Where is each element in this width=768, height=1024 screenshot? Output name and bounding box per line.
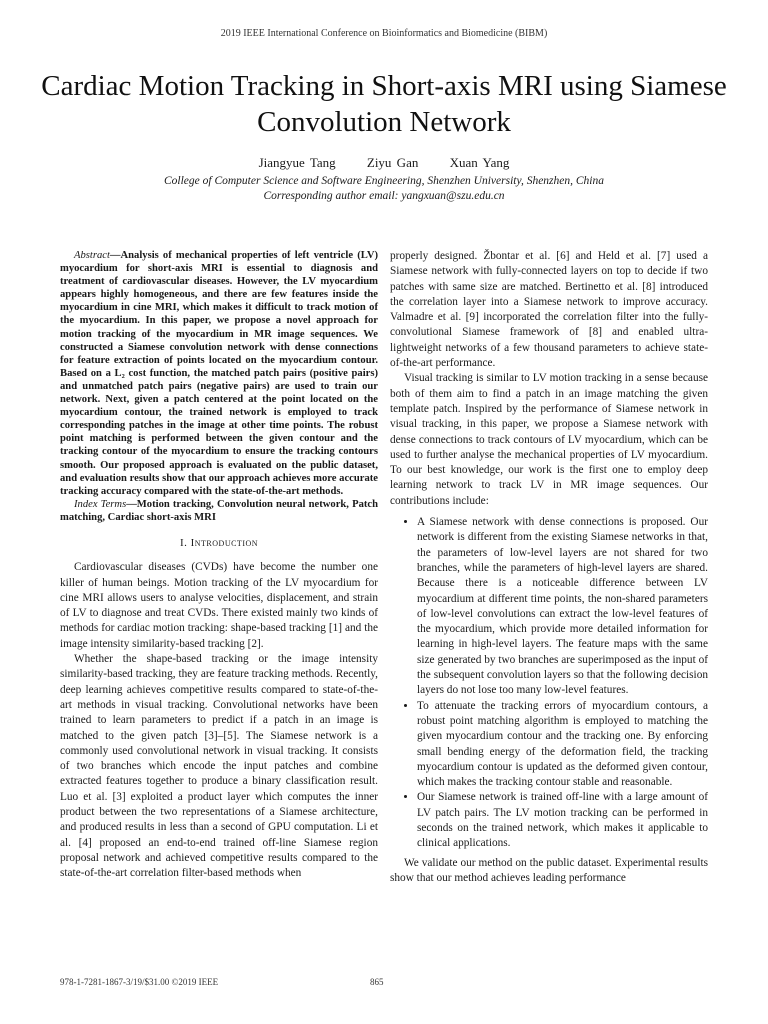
corresponding-email: Corresponding author email: yangxuan@szu.edu.cn	[263, 190, 505, 202]
author-name: Jiangyue Tang	[258, 155, 336, 170]
paper-title: Cardiac Motion Tracking in Short-axis MRI using Siamese Convolution Network	[41, 70, 727, 138]
author-name: Xuan Yang	[449, 155, 510, 170]
left-column	[60, 249, 378, 882]
paragraph: Visual tracking is similar to LV motion tracking in a sense because both of them aim to find a patch in an image matching the given template patch. Inspired by the performance of Siamese network in visual tracking, in this paper, we propose a Siamese network with dense connections to track contours of LV myocardium, which can be used to further analyse the mechanical properties of LV myocardium. To our best knowledge, our work is the first one to employ deep learning network to track LV in MR image sequences. Our contributions include:	[390, 372, 708, 507]
affiliation: College of Computer Science and Software Engineering, Shenzhen University, Shenzhen, China	[163, 175, 604, 187]
contribution-item: • To attenuate the tracking errors of myocardium contours, a robust point matching algorithm is employed to matching the given myocardium contour and the tracking one. By enforcing small bending energy of the deformation field, the tracking myocardium contour is updated as the deformed given contour, which makes the tracking contour stable and reasonable.	[417, 699, 708, 791]
paragraph: Cardiovascular diseases (CVDs) have become the number one killer of human beings. Motion tracking of the LV myocardium for cine MRI allows users to analyse velocities, displacement, and strain of LV to diagnose and treat CVDs. There existed mainly two kinds of methods for cardiac motion tracking: shape-based tracking [1] and the image intensity similarity-based tracking [2].	[60, 561, 378, 650]
index-terms-lead: Index Terms	[74, 498, 127, 510]
author-list	[0, 155, 768, 171]
section-heading: I. Introduction	[179, 536, 259, 549]
abstract	[60, 249, 378, 498]
abstract-lead: Abstract	[74, 250, 110, 261]
paragraph: We validate our method on the public dataset. Experimental results show that our method achieves leading performance	[390, 856, 708, 884]
contribution-list	[390, 515, 708, 852]
index-terms	[60, 498, 378, 524]
index-terms-text: —Motion tracking, Convolution neural network, Patch matching, Cardiac short-axis MRI	[60, 498, 378, 523]
page-number: 865	[370, 977, 384, 987]
footer-isbn: 978-1-7281-1867-3/19/$31.00 ©2019 IEEE	[60, 977, 219, 987]
contribution-item: • A Siamese network with dense connections is proposed. Our network is different from the existing Siamese networks in that, the parameters of low-level layers are not shared for two branches, while the parameters of high-level layers are shared. Because there is a noticeable difference between LV myocardium at different time points, the non-shared parameters of low-level convolutions can extract the low-level features of the myocardium, which provide more detailed information for learning in high-level layers. The feature maps with the same size generated by two branches are superimposed as the input of the subsequent convolution layers so that the following decision layers do not lose too many low-level features.	[417, 515, 708, 699]
paragraph: properly designed. Žbontar et al. [6] and Held et al. [7] used a Siamese network with fully-connected layers on top to decide if two patches with same size are matched. Bertinetto et al. [8] introduced the correlation layer into a Siamese network to improve accuracy. Valmadre et al. [9] incorporated the correlation filter into the fully-convolutional Siamese framework of [8] and enabled ultra-lightweight networks of a few thousand parameters to achieve state-of-the-art performance.	[390, 250, 708, 370]
affiliation-block	[0, 174, 768, 204]
abstract-text: —Analysis of mechanical properties of left ventricle (LV) myocardium for short-axis MRI is essential to diagnosis and treatment of cardiovascular diseases. However, the LV myocardium appears highly homogeneous, and there are few features inside the myocardium in cine MRI, which makes it difficult to track motion of the myocardium. In this paper, we propose a novel approach for motion tracking of the myocardium in MR image sequences. We constructed a Siamese convolution network with dense connections for feature extraction of points located on the myocardium contour. Based on a L₂ cost function, the matched patch pairs (positive pairs) and unmatched patch pairs (negative pairs) are used to train our network. Next, given a patch centered at the point located on the myocardium contour, the trained network is employed to track corresponding patches in the image at other time points. The robust point matching is performed between the given contour and the tracking contour of the myocardium to ensure the tracking contours smooth. Our proposed approach is evaluated on the public dataset, and evaluation results show that our approach achieves more accurate tracking accuracy compared with the state-of-the-art methods.	[60, 250, 378, 497]
paragraph: Whether the shape-based tracking or the image intensity similarity-based tracking, they are feature tracking methods. Recently, deep learning achieves competitive results compared to state-of-the-art methods in visual tracking. Convolutional networks have been trained to learn parameters to predict if a patch in an image is matched to the given patch [3]–[5]. The Siamese network is a commonly used convolutional network in visual tracking. It consists of two branches which encode the input patches and combine extracted features together to produce a binary classification result. Luo et al. [3] exploited a product layer which computes the inner product between the two representations of a Siamese architecture, and produced results in less than a second of GPU computation. Li et al. [4] proposed an end-to-end trained off-line Siamese region proposal network and achieved competitive results compared to the state-of-the-art correlation filter-based methods when	[60, 653, 378, 880]
contribution-item: • Our Siamese network is trained off-line with a large amount of LV patch pairs. The LV motion tracking can be performed in seconds on the trained network, which makes it applicable to clinical applications.	[417, 790, 708, 851]
conference-header: 2019 IEEE International Conference on Bioinformatics and Biomedicine (BIBM)	[220, 28, 548, 39]
author-name: Ziyu Gan	[366, 155, 419, 170]
right-column	[390, 249, 708, 886]
